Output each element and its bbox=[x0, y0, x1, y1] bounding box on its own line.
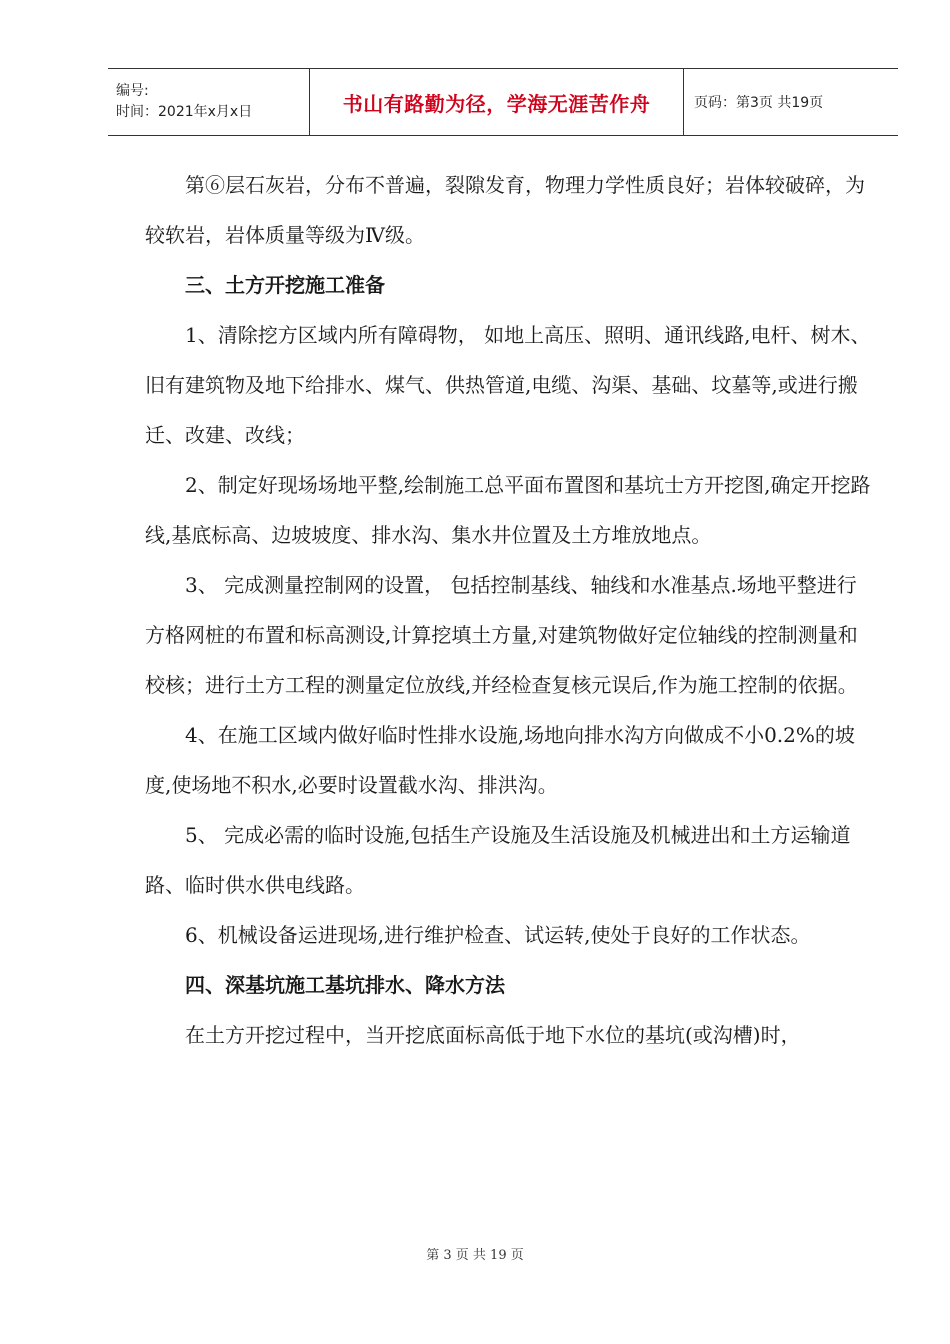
time-line: 时间：2021年x月x日 bbox=[116, 104, 253, 120]
paragraph: 5、 完成必需的临时设施,包括生产设施及生活设施及机械进出和土方运输道路、临时供水供电线路。 bbox=[145, 823, 851, 897]
page-footer: 第 3 页 共 19 页 bbox=[426, 1248, 524, 1263]
paragraph: 4、在施工区域内做好临时性排水设施,场地向排水沟方向做成不小0.2%的坡度,使场地不积水,必要时设置截水沟、排洪沟。 bbox=[145, 723, 855, 797]
doc-number-label: 编号: bbox=[116, 83, 149, 99]
header-motto-cell bbox=[310, 69, 684, 135]
paragraph: 在土方开挖过程中，当开挖底面标高低于地下水位的基坑(或沟槽)时， bbox=[185, 1023, 801, 1047]
paragraph: 6、机械设备运进现场,进行维护检查、试运转,使处于良好的工作状态。 bbox=[185, 923, 811, 947]
section-heading: 三、土方开挖施工准备 bbox=[185, 273, 385, 297]
header-page-cell bbox=[684, 69, 898, 135]
paragraph: 1、清除挖方区域内所有障碍物， 如地上高压、照明、通讯线路,电杆、树木、旧有建筑物及地下给排水、煤气、供热管道,电缆、沟渠、基础、坟墓等,或进行搬迁、改建、改线； bbox=[145, 323, 871, 447]
page-header bbox=[108, 68, 898, 136]
paragraph: 第⑥层石灰岩，分布不普遍，裂隙发育，物理力学性质良好；岩体较破碎，为较软岩，岩体质量等级为Ⅳ级。 bbox=[145, 173, 865, 247]
document-body bbox=[145, 160, 875, 1060]
page-info: 页码：第3页 共19页 bbox=[694, 95, 824, 111]
header-meta-cell bbox=[108, 69, 310, 135]
motto-text: 书山有路勤为径，学海无涯苦作舟 bbox=[342, 91, 651, 116]
section-heading: 四、深基坑施工基坑排水、降水方法 bbox=[185, 973, 505, 997]
paragraph: 3、 完成测量控制网的设置， 包括控制基线、轴线和水准基点.场地平整进行方格网桩的布置和标高测设,计算挖填土方量,对建筑物做好定位轴线的控制测量和校核；进行土方工程的测量定位放线,并经检查复核元误后,作为施工控制的依据。 bbox=[145, 573, 858, 697]
paragraph: 2、制定好现场场地平整,绘制施工总平面布置图和基坑士方开挖图,确定开挖路线,基底标高、边坡坡度、排水沟、集水井位置及土方堆放地点。 bbox=[145, 473, 871, 547]
